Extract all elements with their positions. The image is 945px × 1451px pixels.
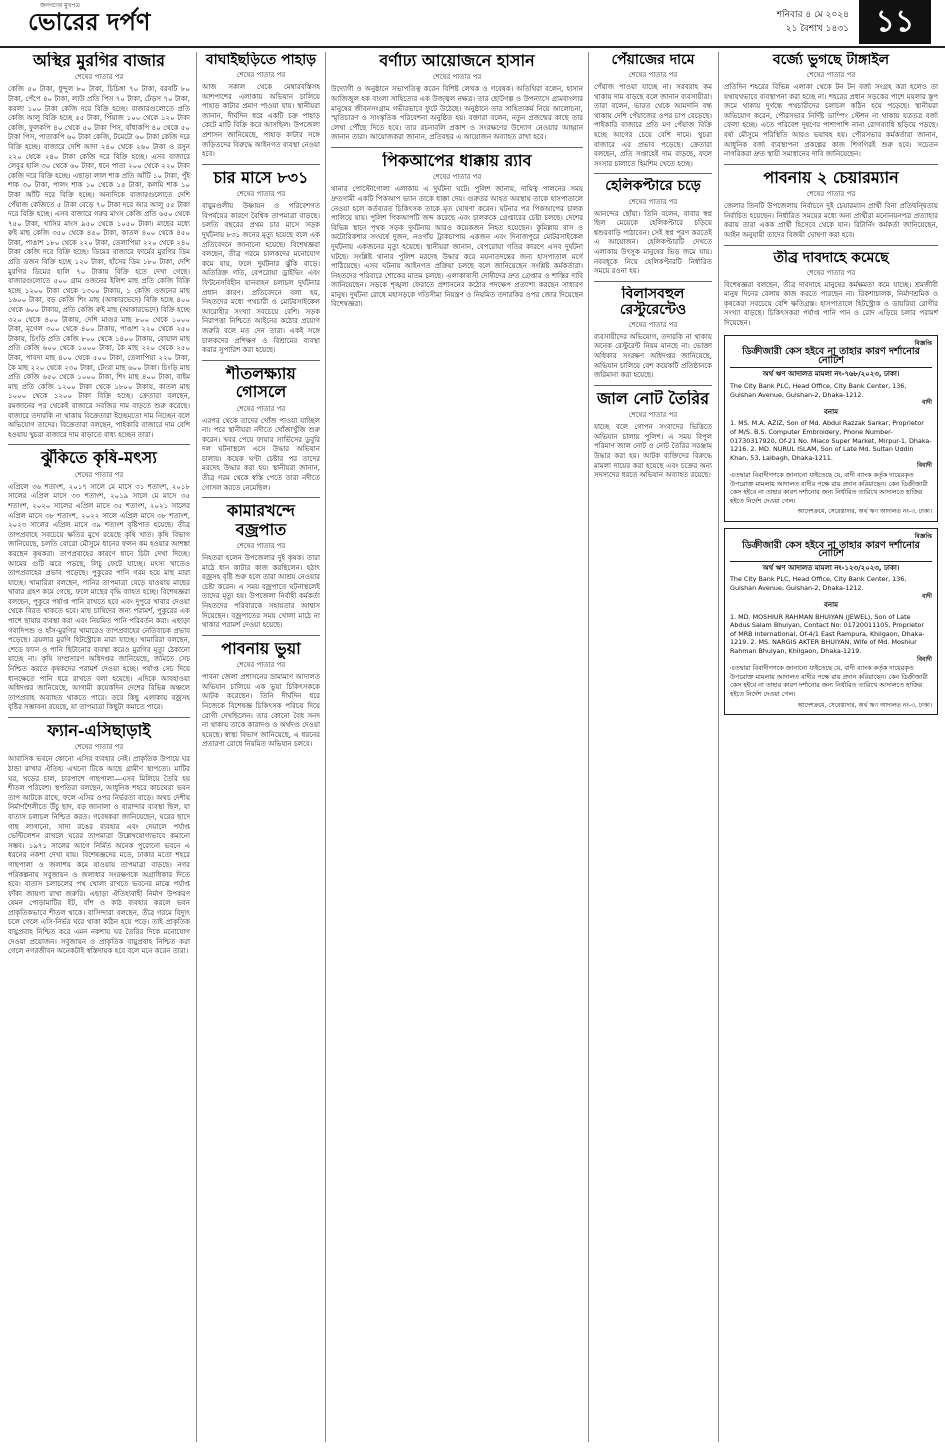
notice-signature: আদেশক্রমে, সেরেস্তাদার, অর্থ ঋণ আদালত নং-৩, ঢাকা। <box>797 508 932 516</box>
article-body: বায়ুমণ্ডলীয় উষ্ণায়ন ও পরিবেশগত বিপর্যয়ের কারণে বৈশ্বিক তাপমাত্রা বাড়ছে। চলতি বছরের প্রথম চার মাসে সড়ক দুর্ঘটনায় ৮৩১ জনের মৃত্যু হয়েছে বলে এক প্রতিবেদনে জানানো হয়েছে। বিশেষজ্ঞরা বলছেন, তীব্র গরমে চালকদের মনোযোগ কমে যায়, ফলে দুর্ঘটনার ঝুঁকি বাড়ে। অতিরিক্ত গতি, বেপরোয়া ড্রাইভিং এবং ফিটনেসবিহীন যানবাহন চলাচল দুর্ঘটনার প্রধান কারণ। প্রতিবেদনে বলা হয়, নিহতদের মধ্যে পথচারী ও মোটরসাইকেল আরোহীর সংখ্যা সবচেয়ে বেশি। সড়ক নিরাপত্তা নিশ্চিতে আইনের কঠোর প্রয়োগ জরুরি বলে মত দেন তারা। একই সঙ্গে চালকদের প্রশিক্ষণ ও বিশ্রামের ব্যবস্থা করার সুপারিশ করা হয়েছে। <box>202 202 320 355</box>
continued-label: শেষের পাতার পর <box>628 411 678 420</box>
column-1 <box>8 52 190 1442</box>
legal-notice <box>724 335 938 522</box>
continued-label: শেষের পাতার পর <box>236 661 286 670</box>
news-article <box>724 52 938 160</box>
continued-label: শেষের পাতার পর <box>806 190 856 199</box>
column-rule <box>718 52 719 1442</box>
article-headline: হেলিকপ্টারে চড়ে <box>605 178 701 195</box>
continued-label: শেষের পাতার পর <box>628 71 678 80</box>
notice-body: এতদ্বারা বিবাদীগণকে জানানো যাইতেছে যে, বাদী ব্যাংক কর্তৃক দায়েরকৃত উপরোক্ত মামলায় আদালত বাদীর পক্ষে রায় প্রদান করিয়াছেন। কেন ডিক্রীজারী কেস হইবে না তাহার কারণ দর্শানোর জন্য নির্ধারিত তারিখে আদালতে হাজির হইতে নির্দেশ দেওয়া গেল। <box>730 664 928 699</box>
article-body: আজ সকাল থেকে মেম্বারবস্তিসহ আশপাশের এলাকায় অভিযান চালিয়ে পাহাড় কাটার প্রমাণ পাওয়া যায়। স্থানীয়রা জানান, দীর্ঘদিন ধরে একটি চক্র পাহাড় কেটে মাটি বিক্রি করে আসছিল। উপজেলা প্রশাসন জানিয়েছে, পাহাড় কাটার সঙ্গে জড়িতদের বিরুদ্ধে আইনগত ব্যবস্থা নেওয়া হবে। <box>202 83 320 159</box>
article-body: বিশেষজ্ঞরা বলছেন, তীব্র দাবদাহে মানুষের কর্মক্ষমতা কমে যাচ্ছে। শ্রমজীবী মানুষ দিনের বেলায় কাজ করতে পারছেন না। রিকশাচালক, নির্মাণশ্রমিক ও কৃষকেরা সবচেয়ে বেশি ক্ষতিগ্রস্ত। হাসপাতালে হিটস্ট্রোক ও ডায়রিয়া রোগীর সংখ্যা বাড়ছে। চিকিৎসকরা পর্যাপ্ত পানি পান ও রোদ এড়িয়ে চলার পরামর্শ দিয়েছেন। <box>724 280 938 328</box>
continued-label: শেষের পাতার পর <box>74 73 124 82</box>
notice-versus: বনাম <box>824 601 838 610</box>
article-headline: ঝুঁকিতে কৃষি-মৎস্য <box>41 449 157 468</box>
notice-case-number: অর্থ ঋণ আদালত মামলা নং-৭৬৮/২০২৩, ঢাকা। <box>762 370 900 379</box>
notice-defendants: 1. MS. M.A. AZIZ, Son of Md. Abdul Razzak Sarkar, Proprietor of M/S. B.S. Computer Embroidery, Phone Number-01730317920, Of-21 No. Miaco Super Market, Mirpur-1, Dhaka-1216. 2. MD. NURUL ISLAM, Son of Late Md. Sultan Uddin Khan, 53, Lalbagh, Dhaka-1211. <box>730 419 932 462</box>
article-headline: অস্থির মুরগির বাজার <box>33 52 165 70</box>
continued-label: শেষের পাতার পর <box>806 268 856 277</box>
news-article <box>8 722 190 957</box>
notice-title: ডিক্রীজারী কেস হইবে না তাহার কারণ দর্শানোর নোটিশ <box>730 348 932 368</box>
notice-defendant-role: বিবাদী <box>916 655 932 663</box>
notice-plaintiff-role: বাদী <box>922 399 932 407</box>
notice-section-label: বিজ্ঞপ্তি <box>914 339 932 347</box>
article-headline: বিলাসবহুল রেস্টুরেন্টেও <box>619 285 687 318</box>
article-headline: পেঁয়াজের দামে <box>611 52 695 68</box>
article-headline: বর্জ্যে ভুগছে টাঙ্গাইল <box>772 52 890 68</box>
notice-plaintiff: The City Bank PLC, Head Office, City Bank Center, 136, Gulshan Avenue, Gulshan-2, Dhaka-1212. <box>730 382 907 399</box>
article-body: উদ্যোগী ও অনুষ্ঠানে সভাপতিত্ব করেন বিশিষ্ট লেখক ও গবেষক। অতিথিরা বলেন, হাসান আজিজুল হক বাংলা সাহিত্যের এক উজ্জ্বল নক্ষত্র। তার ছোটগল্প ও উপন্যাসে গ্রামবাংলার মানুষের জীবনসংগ্রাম গভীরভাবে ফুটে উঠেছে। অনুষ্ঠানে তার সাহিত্যকর্ম নিয়ে আলোচনা, স্মৃতিচারণ ও সাংস্কৃতিক পরিবেশনা অনুষ্ঠিত হয়। বক্তারা বলেন, নতুন প্রজন্মের কাছে তার লেখা পৌঁছে দিতে হবে। তার রচনাবলি প্রকাশ ও সংরক্ষণের উদ্যোগ নেওয়ার আহ্বান জানান তারা। আয়োজকরা জানান, প্রতিবছর এ আয়োজন অব্যাহত রাখা হবে। <box>331 85 583 142</box>
article-headline: কামারখন্দে বজ্রপাত <box>227 502 295 539</box>
date-gregorian: শনিবার ৪ মে ২০২৪ <box>776 10 849 20</box>
news-article <box>331 152 583 310</box>
article-headline: পাবনায় ২ চেয়ারম্যান <box>763 168 899 187</box>
article-body: পাবনা জেলা প্রশাসনের ভ্রাম্যমাণ আদালত অভিযান চালিয়ে এক ভুয়া চিকিৎসককে আটক করেছেন। তিনি দীর্ঘদিন ধরে নিজেকে বিশেষজ্ঞ চিকিৎসক পরিচয় দিয়ে রোগী দেখছিলেন। তার কোনো বৈধ সনদ না থাকায় তাকে কারাদণ্ড ও অর্থদণ্ড দেওয়া হয়েছে। স্বাস্থ্য বিভাগ জানিয়েছে, এ ধরনের প্রতারণা রোধে নিয়মিত অভিযান চলবে। <box>202 673 320 749</box>
column-rule <box>325 52 326 1442</box>
notice-section-label: বিজ্ঞপ্তি <box>914 532 932 540</box>
column-3 <box>331 52 583 1442</box>
article-divider <box>202 497 320 498</box>
article-body: পেঁয়াজ পাওয়া যাচ্ছে না। সরবরাহ কম থাকায় দাম বাড়ছে বলে জানান ব্যবসায়ীরা। তারা বলেন, ভারত থেকে আমদানি বন্ধ থাকায় দেশি পেঁয়াজের ওপর চাপ বেড়েছে। পাইকারি বাজারে প্রতি মণ পেঁয়াজ বিক্রি হচ্ছে আগের চেয়ে বেশি দামে। খুচরা বাজারে এর প্রভাব পড়েছে। ক্রেতারা বলছেন, প্রতি সপ্তাহেই দাম বাড়ছে, ফলে সংসার চালাতে হিমশিম খেতে হচ্ছে। <box>594 83 712 168</box>
article-divider <box>202 635 320 636</box>
column-rule <box>196 52 197 1442</box>
news-article <box>202 502 320 631</box>
article-headline: বর্ণাঢ্য আয়োজনে হাসান <box>379 52 535 70</box>
article-divider <box>594 385 712 386</box>
notice-signature: আদেশক্রমে, সেরেস্তাদার, অর্থ ঋণ আদালত নং-৩, ঢাকা। <box>797 701 932 709</box>
article-body: আনন্দের ছোঁয়া। তিনি বলেন, বাবার স্বপ্ন ছিল মেয়েকে হেলিকপ্টারে চড়িয়ে শ্বশুরবাড়ি পাঠাবেন। সেই স্বপ্ন পূরণ করতেই এ আয়োজন। হেলিকপ্টারটি দেখতে এলাকায় উৎসুক মানুষের ভিড় জমে যায়। নববধূকে নিয়ে হেলিকপ্টারটি নির্ধারিত সময়ে রওনা হয়। <box>594 209 712 276</box>
notice-plaintiff-role: বাদী <box>922 592 932 600</box>
article-headline: চার মাসে ৮৩১ <box>213 168 309 187</box>
news-article <box>594 286 712 381</box>
article-body: এপ্রিলে ৩৬ শতাংশ, ২০১৭ সালে মে মাসে ৩১ শতাংশ, ২০১৮ সালের এপ্রিল মাসে ৩৩ শতাংশ, ২০১৯ সালে মে মাসে ৩৫ শতাংশ, ২০২০ সালের এপ্রিল মাসে ৩৫ শতাংশ, ২০২১ সালের এপ্রিল মাসে ৩৮ শতাংশ, ২০২২ সালে এপ্রিল মাসে ৩৮ শতাংশ, ২০২৩ সালের এপ্রিল মাসে ৩৯ শতাংশ বৃষ্টিপাত হয়েছে। তীব্র তাপপ্রবাহে সবচেয়ে ক্ষতির মুখে রয়েছে কৃষি খাত। কৃষি বিভাগ জানিয়েছে, চলতি বোরো মৌসুমে ধানের ফলন কম হওয়ার আশঙ্কা করছেন কৃষকরা। তাপপ্রবাহের কারণে ধানে চিটা দেখা দিচ্ছে। আমের গুটি ঝরে পড়ছে, লিচু ফেটে যাচ্ছে। মৎস্য খাতেও তাপপ্রবাহের প্রভাব পড়েছে। পুকুরের পানি গরম হয়ে মাছ মারা যাচ্ছে। খামারিরা বলছেন, পানির তাপমাত্রা বেড়ে যাওয়ায় মাছের খাবার গ্রহণ কমে গেছে, ফলে মাছের বৃদ্ধি ব্যাহত হচ্ছে। বিশেষজ্ঞরা বলছেন, পুকুরে পর্যাপ্ত পানি রাখতে হবে এবং দুপুরে খাবার দেওয়া থেকে বিরত থাকতে হবে। মাছ চাষিদের জন্য পরামর্শ, পুকুরের এক পাশে ছায়ার ব্যবস্থা করা এবং নিয়মিত পানি পরিবর্তন করা। এছাড়া গবাদিপশু ও হাঁস-মুরগির খামারেও তাপপ্রবাহের নেতিবাচক প্রভাব পড়েছে। ব্রয়লার মুরগি হিটস্ট্রোকে মারা যাচ্ছে। খামারিরা বলছেন, শেডে ফ্যান ও পানি ছিটানোর ব্যবস্থা করেও মুরগির মৃত্যু ঠেকানো যাচ্ছে না। কৃষি সম্প্রসারণ অধিদপ্তর জানিয়েছে, জমিতে সেচ নিশ্চিত করতে কৃষকদের পরামর্শ দেওয়া হচ্ছে। পর্যাপ্ত সেচ দিয়ে ধানক্ষেতে পানি ধরে রাখতে বলা হয়েছে। এদিকে আবহাওয়া অধিদপ্তর জানিয়েছে, আগামী কয়েকদিন দেশের বিভিন্ন অঞ্চলে তাপপ্রবাহ অব্যাহত থাকতে পারে। তবে কিছু এলাকায় বজ্রসহ বৃষ্টির সম্ভাবনা রয়েছে, যা তাপমাত্রা কিছুটা কমাতে পারে। <box>8 482 190 712</box>
news-article <box>724 169 938 241</box>
continued-label: শেষের পাতার পর <box>236 542 286 551</box>
article-divider <box>202 360 320 361</box>
legal-notice <box>724 528 938 715</box>
news-article <box>331 52 583 143</box>
news-article <box>594 178 712 276</box>
article-divider <box>594 173 712 174</box>
continued-label: শেষের পাতার পর <box>236 71 286 80</box>
article-body: জেলার তিনটি উপজেলায় নির্বাচনে দুই চেয়ারম্যান প্রার্থী বিনা প্রতিদ্বন্দ্বিতায় নির্বাচিত হয়েছেন। নির্ধারিত সময়ের মধ্যে অন্য প্রার্থীরা মনোনয়নপত্র প্রত্যাহার করায় তারা একক প্রার্থী হিসেবে থেকে যান। রিটার্নিং কর্মকর্তা জানিয়েছেন, আইন অনুযায়ী তাদের বিজয়ী ঘোষণা করা হবে। <box>724 202 938 240</box>
date-bengali: ২১ বৈশাখ ১৪৩১ <box>785 24 849 34</box>
article-headline: পাবনায় ভুয়া <box>221 639 301 658</box>
article-body: যাচ্ছে বলে গোপন সংবাদের ভিত্তিতে অভিযান চালায় পুলিশ। এ সময় বিপুল পরিমাণ জাল নোট ও নোট তৈরির সরঞ্জাম উদ্ধার করা হয়। আটক ব্যক্তিদের বিরুদ্ধে মামলা দায়ের করা হয়েছে এবং চক্রের অন্য সদস্যদের ধরতে অভিযান অব্যাহত রয়েছে। <box>594 423 712 480</box>
notice-title: ডিক্রীজারী কেস হইবে না তাহার কারণ দর্শানোর নোটিশ <box>730 542 932 562</box>
news-article <box>8 449 190 713</box>
continued-label: শেষের পাতার পর <box>74 470 124 479</box>
article-headline: শীতলক্ষ্যায় গোসলে <box>226 364 296 402</box>
article-body: আবাসিক ভবনে কোনো এসির ব্যবহার নেই। প্রাকৃতিক উপায়ে ঘর ঠান্ডা রাখার ঐতিহ্য এখনো টিকে আছে গ্রামীণ স্থাপত্যে। মাটির ঘর, খড়ের চাল, চারপাশে গাছপালা—এসব মিলিয়ে তৈরি হয় শীতল পরিবেশ। স্থপতিরা বলছেন, আধুনিক শহরে কাচঘেরা ভবন তাপ আটকে রাখে, ফলে এসির ওপর নির্ভরতা বাড়ে। অথচ দেশীয় নির্মাণশৈলীতে উঁচু ছাদ, বড় জানালা ও বারান্দার ব্যবস্থা ছিল, যা বাতাস চলাচল নিশ্চিত করত। গবেষকরা জানিয়েছেন, ঘরের ছাদে গাছ লাগানো, সাদা রঙের ব্যবহার এবং দেয়ালে পর্যাপ্ত ভেন্টিলেশন রাখলে ঘরের তাপমাত্রা উল্লেখযোগ্যভাবে কমানো সম্ভব। ১৯৭১ সালের আগে নির্মিত অনেক পুরোনো ভবনে এ ধরনের নকশা দেখা যায়। বিশেষজ্ঞদের মতে, ঢাকার মতো শহরে গাছপালা ও জলাশয় কমে যাওয়ায় তাপমাত্রা বাড়ছে। নগর পরিকল্পনায় সবুজায়ন ও জলাধার সংরক্ষণকে অগ্রাধিকার দিতে হবে। বাতাস চলাচলের পথ খোলা রাখতে ভবনের মাঝে পর্যাপ্ত ফাঁকা জায়গা রাখা জরুরি। এছাড়া ঐতিহ্যবাহী নির্মাণ উপকরণ যেমন পোড়ামাটির ইট, বাঁশ ও কাঠ ব্যবহার করলে ভবন প্রাকৃতিকভাবে শীতল থাকে। বাসিন্দারা বলছেন, তীব্র গরমে বিদ্যুৎ চলে গেলে এসি-নির্ভর ঘরে থাকা কঠিন হয়ে পড়ে। তাই প্রাকৃতিক বায়ুপ্রবাহ নিশ্চিত করে এমন নকশায় ঘর তৈরির দিকে মনোযোগ দেওয়া প্রয়োজন। সবুজায়ন ও প্রাকৃতিক বায়ুপ্রবাহ নিশ্চিত করা গেলে নগরজীবন অনেকটাই স্বস্তিদায়ক হবে বলে মনে করেন তারা। <box>8 755 190 956</box>
article-headline: জাল নোট তৈরির <box>596 389 710 408</box>
news-article <box>724 250 938 329</box>
notice-plaintiff: The City Bank PLC, Head Office, City Bank Center, 136, Gulshan Avenue, Gulshan-2, Dhaka-1212. <box>730 575 907 592</box>
continued-label: শেষের পাতার পর <box>432 73 482 82</box>
article-body: ব্যবসায়ীদের অভিযোগ, তদারকি না থাকায় অনেক রেস্টুরেন্ট নিয়ম মানছে না। ভোক্তা অধিকার সংরক্ষণ অধিদপ্তর জানিয়েছে, অভিযান চালিয়ে বেশ কয়েকটি প্রতিষ্ঠানকে জরিমানা করা হয়েছে। <box>594 332 712 380</box>
article-body: এরপর থেকে তাদের খোঁজ পাওয়া যাচ্ছিল না। পরে স্থানীয়রা নদীতে খোঁজাখুঁজি শুরু করেন। খবর পেয়ে ফায়ার সার্ভিসের ডুবুরি দল ঘটনাস্থলে এসে উদ্ধার অভিযান চালায়। কয়েক ঘণ্টা চেষ্টার পর তাদের মরদেহ উদ্ধার করা হয়। স্থানীয়রা জানান, তীব্র গরম থেকে স্বস্তি পেতে তারা নদীতে গোসল করতে নেমেছিল। <box>202 416 320 492</box>
notice-defendants: 1. MD. MOSHIUR RAHMAN BHUIYAN (JEWEL), Son of Late Abdus Salam Bhuiyan, Contact No: 01720011105, Proprietor of MRB International, Of-4/1 East Rampura, Khilgaon, Dhaka-1219. 2. MS. NARGIS AKTER BHUIYAN, Wife of Md. Moshiur Rahman Bhuiyan, Khilgaon, Dhaka-1219. <box>730 612 925 656</box>
news-article <box>202 365 320 494</box>
column-5 <box>724 52 938 1442</box>
notice-defendant-role: বিবাদী <box>916 462 932 470</box>
continued-label: শেষের পাতার পর <box>628 197 678 206</box>
masthead <box>0 0 945 48</box>
news-article <box>594 52 712 169</box>
article-divider <box>594 281 712 282</box>
masthead-tagline: জনগণের মুখপত্র <box>40 2 80 9</box>
news-article <box>202 52 320 160</box>
page-number: ১১ <box>859 0 931 44</box>
article-divider <box>202 164 320 165</box>
news-article <box>202 640 320 750</box>
continued-label: শেষের পাতার পর <box>236 404 286 413</box>
article-headline: তীব্র দাবদাহে কমেছে <box>773 249 889 266</box>
article-divider <box>331 147 583 148</box>
article-body: কেজি ৫০ টাকা, ধুন্দুল ৮০ টাকা, চিচিঙ্গা ৭০ টাকা, বরবটি ৮০ টাকা, পেঁপে ৪০ টাকা, লাউ প্রতি পিস ৭০ টাকা, ঢেঁড়স ৭০ টাকা, করলা ১০০ টাকা কেজি দরে বিক্রি হচ্ছে। বাজারগুলোতে প্রতি কেজি আলু বিক্রি হচ্ছে ৫৫ টাকা, পিঁয়াজ ১০০ থেকে ১২০ টাকা কেজি, ফুলকপি ৪০ থেকে ৫০ টাকা পিস, বাঁধাকপি ৪০ থেকে ৫০ টাকা পিস, পাতাকপি ৬০ টাকা কেজি, টমেটো ৬০ টাকা কেজি দরে বিক্রি হচ্ছে। বাজারে দেশি আদা ২৪০ থেকে ২৬০ টাকা ও রসুন ২২০ থেকে ২৪০ টাকা কেজি দরে বিক্রি হচ্ছে। এসব বাজারে লেবুর হালি ৩০ থেকে ৬০ টাকা, ধনে পাতা ২০০ থেকে ২২০ টাকা কেজি দরে বিক্রি হচ্ছে। এছাড়া লাল শাক প্রতি আঁটি ১০ টাকা, পুঁই শাক ৩০ টাকা, পালং শাক ১০ থেকে ১৫ টাকা, কলমি শাক ১০ টাকা আঁটি দরে বিক্রি হচ্ছে। অন্যদিকে বাজারগুলোতে দেশি পেঁয়াজ কেজিতে ৫ টাকা বেড়ে ৭০ টাকা দরে আর আলু ৫৫ টাকা দরে বিক্রি হচ্ছে। এসব বাজারে গরুর মাংস কেজি প্রতি ৬৫০ থেকে ৭৫০ টাকা, খাসির মাংস ৯৫০ থেকে ১০৫০ টাকা। মাছের মধ্যে রুই মাছ কেজি ৩৫০ থেকে ৪৫০ টাকা, কাতল ৪০০ থেকে ৪৫০ টাকা, পাঙাশ ১৮০ থেকে ২২০ টাকা, তেলাপিয়া ২২০ থেকে ২৪০ টাকা কেজি দরে বিক্রি হচ্ছে। ডিমের বাজারে ফার্মের মুরগির ডিম প্রতি ডজন বিক্রি হচ্ছে ১২০ টাকা, হাঁসের ডিম ১৮০ টাকা, দেশি মুরগির ডিমের হালি ৭০ টাকায় বিক্রি হতে দেখা গেছে। বাজারগুলোতে ৫০০ গ্রাম ওজনের ইলিশ মাছ প্রতি কেজি বিক্রি হচ্ছে ১২০০ টাকা থেকে ১৩০০ টাকায়, ১ কেজি ওজনের মাছ ১৬০০ টাকা, বড় কেজি শিং মাছ (আকারভেদে) বিক্রি হচ্ছে ৪০০ থেকে ৬০০ টাকায়, প্রতি কেজি রুই মাছ (আকারভেদে) বিক্রি হচ্ছে ৩২০ থেকে ৪০০ টাকায়, দেশি মাগুর মাছ ৮০০ থেকে ১০০০ টাকা, মৃগেল ৩০০ থেকে ৪০০ টাকায়, পাঙাশ ২২০ থেকে ২৫০ টাকায়, চিংড়ি প্রতি কেজি ৮০০ থেকে ১৪০০ টাকায়, বোয়াল মাছ প্রতি কেজি ৬০০ থেকে ১০০০ টাকা, কৈ মাছ ২২০ থেকে ২৫০ টাকা, পাবদা মাছ ৪০০ থেকে ৫০০ টাকা, তেলাপিয়া ২২০ টাকা, কৈ মাছ ২২০ থেকে ২৩০ টাকা, টেংরা মাছ ৬০০ টাকা। চিংড়ি মাছ প্রতি কেজি ৬৫০ থেকে ১০০০ টাকা, শিং মাছ ৪০০ টাকা, বাইম মাছ প্রতি কেজি ১২০০ টাকা থেকে ১৮০০ টাকায়, কাতল মাছ ১০০০ থেকে ১২০০ টাকা বিক্রি হচ্ছে। ক্রেতারা বলছেন, রমজানের পর থেকেই বাজারে সবজির দাম বাড়তে শুরু করেছে। বাজারে তদারকি না থাকায় বিক্রেতারা ইচ্ছেমতো দাম নিচ্ছেন বলে অভিযোগ তাদের। বিক্রেতারা বলছেন, পাইকারি বাজারে দাম বেশি হওয়ায় খুচরা বাজারে দাম বাড়াতে বাধ্য হচ্ছেন তারা। <box>8 85 190 439</box>
article-headline: পিকআপের ধাক্কায় র‌্যাব <box>382 151 532 170</box>
news-article <box>202 169 320 356</box>
continued-label: শেষের পাতার পর <box>74 743 124 752</box>
article-body: প্রতিদিন শহরের বিভিন্ন এলাকা থেকে টন টন বর্জ্য সংগ্রহ করা হলেও তা যথাযথভাবে ব্যবস্থাপনা করা হচ্ছে না। শহরের প্রধান সড়কের পাশে ময়লার স্তূপ জমে থাকায় দুর্গন্ধে পথচারীদের চলাচল কঠিন হয়ে পড়েছে। স্থানীয়রা অভিযোগ করেন, পৌরসভার নির্দিষ্ট ডাম্পিং স্টেশন না থাকায় যত্রতত্র বর্জ্য ফেলা হচ্ছে। এতে পরিবেশ দূষণের পাশাপাশি নানা রোগব্যাধি ছড়িয়ে পড়ছে। বর্ষা মৌসুমে পরিস্থিতি আরও ভয়াবহ হয়। পৌরসভার কর্মকর্তারা জানান, আধুনিক বর্জ্য ব্যবস্থাপনা প্রকল্পের কাজ শিগগিরই শুরু হবে। সচেতন নাগরিকরা দ্রুত স্থায়ী সমাধানের দাবি জানিয়েছেন। <box>724 83 938 159</box>
article-body: নিহতরা হলেন উপজেলার দুই কৃষক। তারা মাঠে ধান কাটার কাজ করছিলেন। হঠাৎ বজ্রসহ বৃষ্টি শুরু হলে তারা আশ্রয় নেওয়ার চেষ্টা করেন। এ সময় বজ্রপাতে ঘটনাস্থলেই তাদের মৃত্যু হয়। উপজেলা নির্বাহী কর্মকর্তা নিহতদের পরিবারকে সহায়তার আশ্বাস দিয়েছেন। বজ্রপাতের সময় খোলা মাঠে না থাকার পরামর্শ দেওয়া হয়েছে। <box>202 554 320 630</box>
continued-label: শেষের পাতার পর <box>236 190 286 199</box>
column-rule <box>588 52 589 1442</box>
article-body: থানার পোস্টোগোলা এলাকায় এ দুর্ঘটনা ঘটে। পুলিশ জানায়, দায়িত্ব পালনের সময় দ্রুতগামী একটি পিকআপ ভ্যান তাকে ধাক্কা দেয়। গুরুতর আহত অবস্থায় তাকে হাসপাতালে নেওয়া হলে কর্তব্যরত চিকিৎসক তাকে মৃত ঘোষণা করেন। ঘটনার পর পিকআপের চালক পালিয়ে যায়। পুলিশ পিকআপটি জব্দ করেছে এবং চালককে গ্রেপ্তারের চেষ্টা চলছে। দেশের বিভিন্ন স্থানে পৃথক সড়ক দুর্ঘটনায় আরও কয়েকজন নিহত হয়েছেন। কুমিল্লায় বাস ও অটোরিকশার সংঘর্ষে দুজন, নওগাঁয় ট্রাকচাপায় একজন এবং দিনাজপুরে মোটরসাইকেল দুর্ঘটনায় একজনের মৃত্যু হয়েছে। স্থানীয়রা জানান, বেপরোয়া গতির কারণে এসব দুর্ঘটনা ঘটছে। সংশ্লিষ্ট থানার পুলিশ মরদেহ উদ্ধার করে ময়নাতদন্তের জন্য হাসপাতাল মর্গে পাঠিয়েছে। এসব ঘটনায় আইনগত প্রক্রিয়া চলছে বলে জানিয়েছেন সংশ্লিষ্ট কর্মকর্তারা। নিহতদের পরিবারে শোকের মাতম চলছে। এলাকাবাসী দোষীদের দ্রুত গ্রেপ্তার ও শাস্তির দাবি জানিয়েছেন। সড়কে শৃঙ্খলা ফেরাতে প্রশাসনের কঠোর পদক্ষেপ প্রত্যাশা করছেন সাধারণ মানুষ। দুর্ঘটনা রোধে মহাসড়কে গতিসীমা নিয়ন্ত্রণ ও নিয়মিত তদারকির ওপর জোর দিয়েছেন বিশেষজ্ঞরা। <box>331 185 583 309</box>
column-2 <box>202 52 320 1442</box>
column-4 <box>594 52 712 1442</box>
article-divider <box>8 717 190 718</box>
article-headline: বাঘাইছড়িতে পাহাড় <box>205 52 317 68</box>
notice-body: এতদ্বারা বিবাদীগণকে জানানো যাইতেছে যে, বাদী ব্যাংক কর্তৃক দায়েরকৃত উপরোক্ত মামলায় আদালত বাদীর পক্ষে রায় প্রদান করিয়াছেন। কেন ডিক্রীজারী কেস হইবে না তাহার কারণ দর্শানোর জন্য নির্ধারিত তারিখে আদালতে হাজির হইতে নির্দেশ দেওয়া গেল। <box>730 470 928 505</box>
continued-label: শেষের পাতার পর <box>628 320 678 329</box>
article-divider <box>724 245 938 246</box>
article-headline: ফ্যান-এসিছাড়াই <box>47 722 151 740</box>
continued-label: শেষের পাতার পর <box>432 173 482 182</box>
dateline <box>777 8 849 36</box>
news-article <box>594 390 712 481</box>
news-article <box>8 52 190 440</box>
notice-case-number: অর্থ ঋণ আদালত মামলা নং-১২৩/২০২৩, ঢাকা। <box>762 563 900 572</box>
notice-versus: বনাম <box>824 407 838 416</box>
article-divider <box>8 444 190 445</box>
article-divider <box>724 164 938 165</box>
newspaper-logo: ভোরের দর্পণ <box>28 7 151 36</box>
continued-label: শেষের পাতার পর <box>806 71 856 80</box>
